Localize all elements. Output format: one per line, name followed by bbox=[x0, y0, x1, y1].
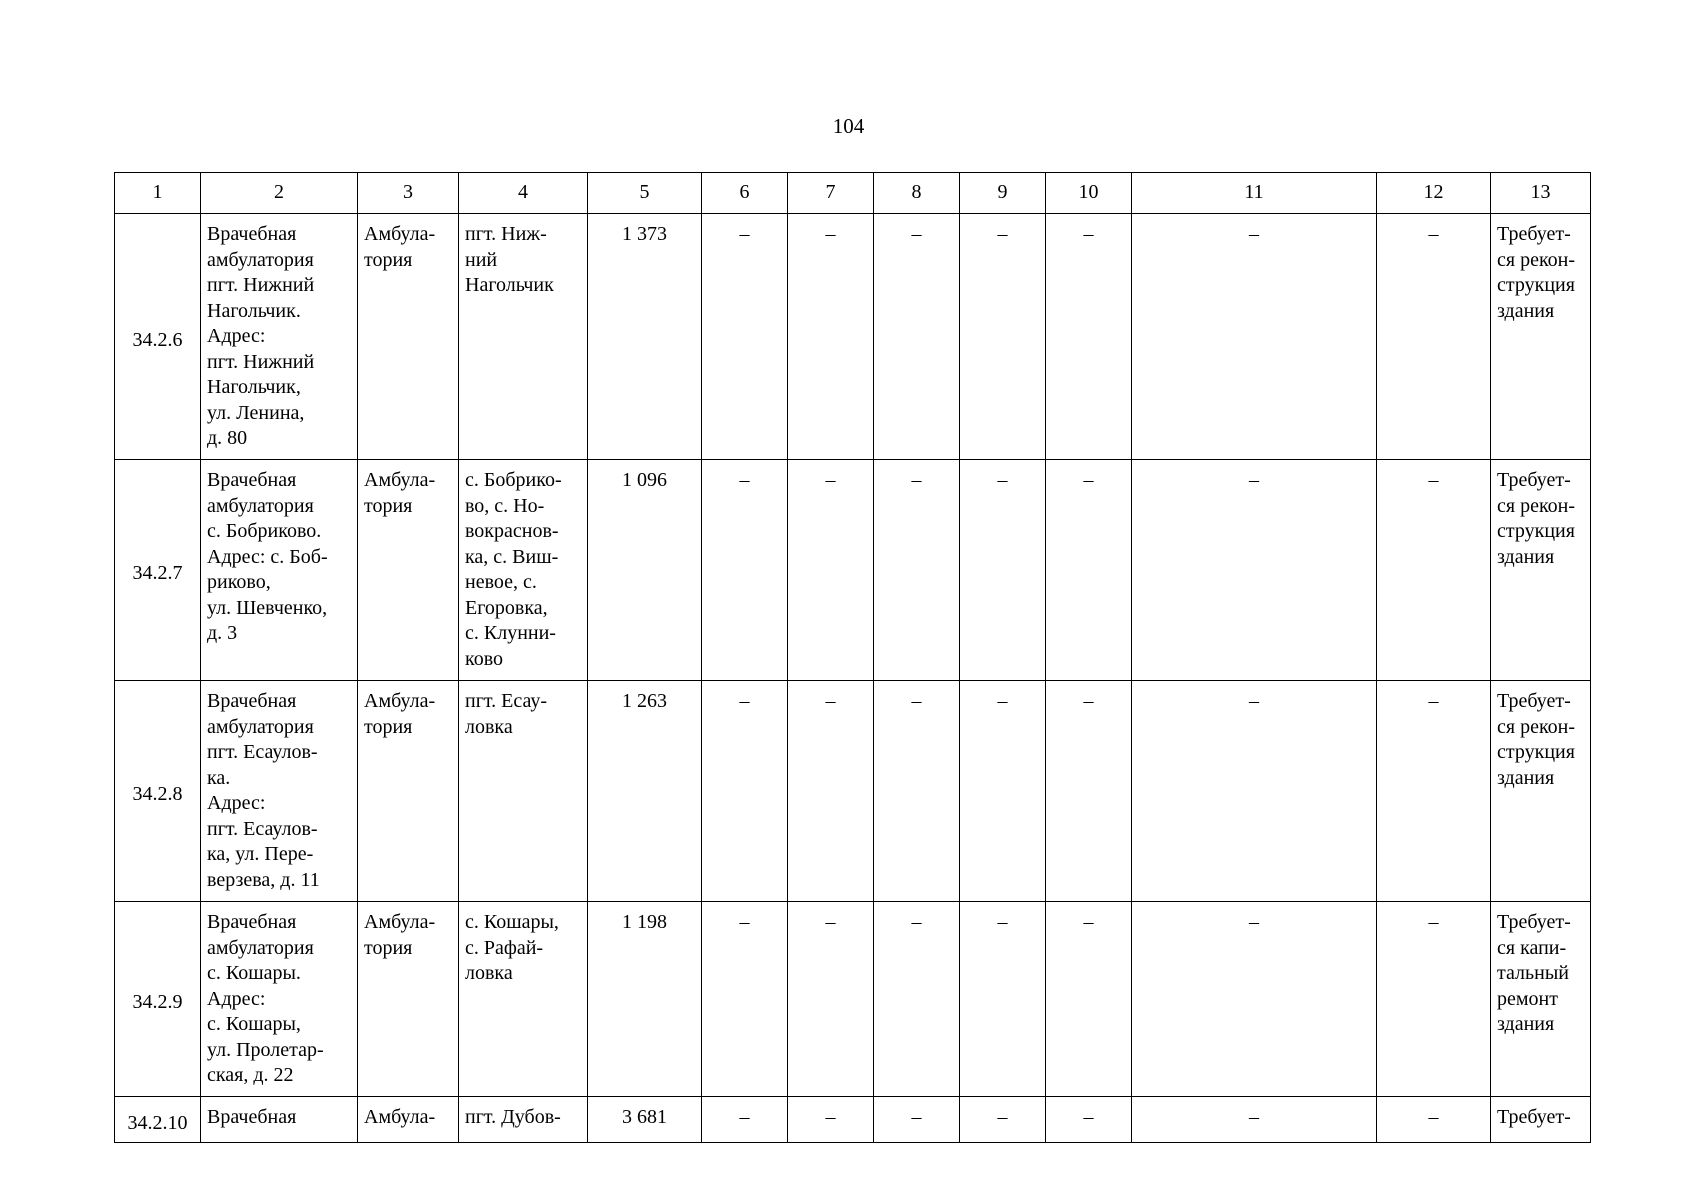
facility-name-cell: Врачебная амбулатория пгт. Есаулов- ка. Адрес: пгт. Есаулов- ка, ул. Пере- верзева, д. 11 bbox=[201, 681, 358, 902]
dash-cell: – bbox=[1046, 214, 1132, 460]
dash-cell: – bbox=[1046, 1097, 1132, 1143]
service-area-cell: пгт. Ниж- ний Нагольчик bbox=[459, 214, 588, 460]
dash-cell: – bbox=[788, 681, 874, 902]
dash-cell: – bbox=[874, 902, 960, 1097]
dash-cell: – bbox=[788, 460, 874, 681]
dash-cell: – bbox=[1046, 681, 1132, 902]
dash-cell: – bbox=[702, 214, 788, 460]
table-row bbox=[115, 681, 1591, 902]
dash-cell: – bbox=[1377, 214, 1491, 460]
facility-name-cell: Врачебная bbox=[201, 1097, 358, 1143]
facility-name-cell: Врачебная амбулатория с. Бобриково. Адрес: с. Боб- риково, ул. Шевченко, д. 3 bbox=[201, 460, 358, 681]
service-area-cell: пгт. Дубов- bbox=[459, 1097, 588, 1143]
column-header: 10 bbox=[1046, 173, 1132, 214]
dash-cell: – bbox=[788, 1097, 874, 1143]
value-cell: 1 198 bbox=[588, 902, 702, 1097]
dash-cell: – bbox=[1046, 460, 1132, 681]
column-header: 2 bbox=[201, 173, 358, 214]
dash-cell: – bbox=[874, 1097, 960, 1143]
facilities-table bbox=[114, 172, 1591, 1143]
column-header: 5 bbox=[588, 173, 702, 214]
service-area-cell: пгт. Есау- ловка bbox=[459, 681, 588, 902]
dash-cell: – bbox=[702, 460, 788, 681]
dash-cell: – bbox=[960, 214, 1046, 460]
column-header: 6 bbox=[702, 173, 788, 214]
dash-cell: – bbox=[1132, 460, 1377, 681]
row-number-cell: 34.2.6 bbox=[115, 214, 201, 460]
facility-type-cell: Амбула- bbox=[358, 1097, 459, 1143]
value-cell: 3 681 bbox=[588, 1097, 702, 1143]
facility-name-cell: Врачебная амбулатория пгт. Нижний Нагольчик. Адрес: пгт. Нижний Нагольчик, ул. Ленина, д. 80 bbox=[201, 214, 358, 460]
column-header: 1 bbox=[115, 173, 201, 214]
column-header: 8 bbox=[874, 173, 960, 214]
facility-type-cell: Амбула- тория bbox=[358, 214, 459, 460]
dash-cell: – bbox=[788, 902, 874, 1097]
row-number-cell: 34.2.7 bbox=[115, 460, 201, 681]
column-header: 4 bbox=[459, 173, 588, 214]
dash-cell: – bbox=[702, 1097, 788, 1143]
table-row bbox=[115, 214, 1591, 460]
page-number: 104 bbox=[832, 114, 865, 138]
column-header: 7 bbox=[788, 173, 874, 214]
dash-cell: – bbox=[1132, 681, 1377, 902]
dash-cell: – bbox=[1377, 681, 1491, 902]
dash-cell: – bbox=[1046, 902, 1132, 1097]
dash-cell: – bbox=[702, 681, 788, 902]
table-row bbox=[115, 902, 1591, 1097]
facility-type-cell: Амбула- тория bbox=[358, 460, 459, 681]
dash-cell: – bbox=[1377, 1097, 1491, 1143]
dash-cell: – bbox=[960, 681, 1046, 902]
column-header: 11 bbox=[1132, 173, 1377, 214]
column-header: 12 bbox=[1377, 173, 1491, 214]
row-number-cell: 34.2.10 bbox=[115, 1097, 201, 1143]
note-cell: Требует- bbox=[1491, 1097, 1591, 1143]
dash-cell: – bbox=[874, 681, 960, 902]
column-header: 13 bbox=[1491, 173, 1591, 214]
dash-cell: – bbox=[1377, 902, 1491, 1097]
note-cell: Требует- ся рекон- струкция здания bbox=[1491, 214, 1591, 460]
table-row bbox=[115, 1097, 1591, 1143]
dash-cell: – bbox=[1132, 902, 1377, 1097]
dash-cell: – bbox=[1132, 214, 1377, 460]
service-area-cell: с. Бобрико- во, с. Но- вокраснов- ка, с. Виш- невое, с. Егоровка, с. Клунни- ково bbox=[459, 460, 588, 681]
column-header: 3 bbox=[358, 173, 459, 214]
table-row bbox=[115, 460, 1591, 681]
facility-type-cell: Амбула- тория bbox=[358, 902, 459, 1097]
value-cell: 1 263 bbox=[588, 681, 702, 902]
dash-cell: – bbox=[1132, 1097, 1377, 1143]
row-number-cell: 34.2.9 bbox=[115, 902, 201, 1097]
note-cell: Требует- ся рекон- струкция здания bbox=[1491, 681, 1591, 902]
facility-name-cell: Врачебная амбулатория с. Кошары. Адрес: с. Кошары, ул. Пролетар- ская, д. 22 bbox=[201, 902, 358, 1097]
dash-cell: – bbox=[702, 902, 788, 1097]
facility-type-cell: Амбула- тория bbox=[358, 681, 459, 902]
dash-cell: – bbox=[960, 902, 1046, 1097]
dash-cell: – bbox=[960, 1097, 1046, 1143]
value-cell: 1 373 bbox=[588, 214, 702, 460]
column-header: 9 bbox=[960, 173, 1046, 214]
table-header-row bbox=[115, 173, 1591, 214]
dash-cell: – bbox=[874, 460, 960, 681]
note-cell: Требует- ся капи- тальный ремонт здания bbox=[1491, 902, 1591, 1097]
service-area-cell: с. Кошары, с. Рафай- ловка bbox=[459, 902, 588, 1097]
dash-cell: – bbox=[874, 214, 960, 460]
note-cell: Требует- ся рекон- струкция здания bbox=[1491, 460, 1591, 681]
value-cell: 1 096 bbox=[588, 460, 702, 681]
dash-cell: – bbox=[788, 214, 874, 460]
dash-cell: – bbox=[1377, 460, 1491, 681]
dash-cell: – bbox=[960, 460, 1046, 681]
row-number-cell: 34.2.8 bbox=[115, 681, 201, 902]
